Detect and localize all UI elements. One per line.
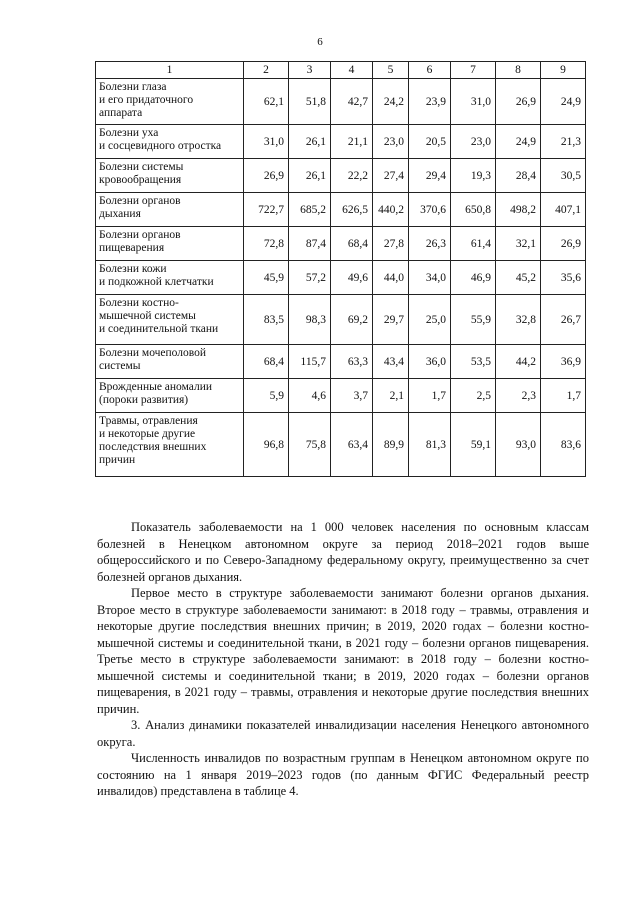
table-cell: 96,8 [244,413,289,477]
table-cell: 31,0 [451,79,496,125]
table-cell: 44,2 [496,345,541,379]
table-row [96,379,586,413]
table-cell: 45,9 [244,261,289,295]
paragraph: Первое место в структуре заболеваемости занимают болезни органов дыхания. Второе место в структуре заболеваемости занимают: в 2018 году – травмы, отравления и некоторые другие последствия внешних причин; в 2019, 2020 годах – болезни костно-мышечной системы и соединительной ткани, в 2021 году – болезни органов пищеварения. Третье место в структуре заболеваемости занимают: в 2018 году – болезни костно-мышечной системы и соединительной ткани; в 2019, 2020 годах – болезни органов пищеварения, в 2021 году – травмы, отравления и некоторые другие последствия внешних причин. [97,586,589,716]
column-header: 4 [331,62,373,79]
table-cell: 626,5 [331,193,373,227]
table-cell: 24,2 [373,79,409,125]
table-cell: 44,0 [373,261,409,295]
table-cell: 21,1 [331,125,373,159]
table-cell: 89,9 [373,413,409,477]
table-cell: 34,0 [409,261,451,295]
row-label [96,345,244,379]
column-header: 6 [409,62,451,79]
table-cell: 83,5 [244,295,289,345]
paragraph: Численность инвалидов по возрастным группам в Ненецком автономном округе по состоянию на 1 января 2019–2023 годов (по данным ФГИС Федеральный реестр инвалидов) представлена в таблице 4. [97,751,589,798]
table-cell: 650,8 [451,193,496,227]
table-cell: 63,4 [331,413,373,477]
table-cell: 23,9 [409,79,451,125]
table-cell: 24,9 [496,125,541,159]
row-label [96,261,244,295]
table-cell: 23,0 [451,125,496,159]
table-row [96,413,586,477]
table-cell: 43,4 [373,345,409,379]
row-label-line: и сосцевидного отростка [99,140,222,152]
table-cell: 45,2 [496,261,541,295]
body-text [97,519,589,800]
row-label-line: и соединительной ткани [99,323,219,335]
table-cell: 59,1 [451,413,496,477]
table-cell: 42,7 [331,79,373,125]
table-cell: 26,1 [289,159,331,193]
row-label-line: Болезни костно- [99,297,179,309]
row-label-line: Болезни мочеполовой [99,347,207,359]
table-cell: 1,7 [409,379,451,413]
row-label [96,295,244,345]
table-cell: 19,3 [451,159,496,193]
table-cell: 69,2 [331,295,373,345]
table-cell: 26,3 [409,227,451,261]
row-label-line: Травмы, отравления [99,415,198,427]
table-cell: 68,4 [331,227,373,261]
table-cell: 29,7 [373,295,409,345]
table-cell: 72,8 [244,227,289,261]
table-cell: 51,8 [289,79,331,125]
table-row [96,227,586,261]
table-cell: 5,9 [244,379,289,413]
table-cell: 35,6 [541,261,586,295]
row-label [96,193,244,227]
paragraph: Показатель заболеваемости на 1 000 человек населения по основным классам болезней в Ненецком автономном округе за период 2018–2021 годов выше общероссийского и по Северо-Западному федеральному округу, преимущественно за счет болезней органов дыхания. [97,520,589,584]
table-cell: 440,2 [373,193,409,227]
table-cell: 24,9 [541,79,586,125]
table-cell: 55,9 [451,295,496,345]
table-row [96,159,586,193]
table-cell: 407,1 [541,193,586,227]
table-body [96,79,586,477]
table-cell: 2,3 [496,379,541,413]
row-label-line: Болезни глаза [99,81,167,93]
table-cell: 26,9 [541,227,586,261]
column-header: 1 [96,62,244,79]
section-heading: 3. Анализ динамики показателей инвалидизации населения Ненецкого автономного округа. [97,718,589,749]
row-label-line: и его придаточного [99,94,194,106]
table-cell: 2,5 [451,379,496,413]
column-header: 5 [373,62,409,79]
row-label-line: кровообращения [99,174,182,186]
table-header-row [96,62,586,79]
row-label-line: последствия внешних [99,441,207,453]
table-cell: 4,6 [289,379,331,413]
table-cell: 20,5 [409,125,451,159]
table-cell: 22,2 [331,159,373,193]
table-cell: 49,6 [331,261,373,295]
column-header: 2 [244,62,289,79]
table-cell: 3,7 [331,379,373,413]
table-cell: 87,4 [289,227,331,261]
row-label-line: и подкожной клетчатки [99,276,214,288]
table-cell: 53,5 [451,345,496,379]
row-label [96,413,244,477]
row-label-line: Болезни органов [99,195,181,207]
table-cell: 25,0 [409,295,451,345]
table-cell: 685,2 [289,193,331,227]
table-cell: 81,3 [409,413,451,477]
table-cell: 26,9 [496,79,541,125]
table-cell: 2,1 [373,379,409,413]
table-cell: 498,2 [496,193,541,227]
table-cell: 21,3 [541,125,586,159]
table-cell: 115,7 [289,345,331,379]
table-cell: 30,5 [541,159,586,193]
table-cell: 28,4 [496,159,541,193]
table-cell: 370,6 [409,193,451,227]
table-row [96,345,586,379]
row-label-line: пищеварения [99,242,165,254]
table-cell: 23,0 [373,125,409,159]
table-cell: 36,9 [541,345,586,379]
row-label-line: Болезни уха [99,127,159,139]
table-cell: 68,4 [244,345,289,379]
row-label-line: Болезни органов [99,229,181,241]
table-cell: 63,3 [331,345,373,379]
table-cell: 98,3 [289,295,331,345]
row-label-line: мышечной системы [99,310,196,322]
table-cell: 93,0 [496,413,541,477]
table-cell: 26,9 [244,159,289,193]
row-label-line: Врожденные аномалии [99,381,213,393]
row-label-line: причин [99,454,136,466]
row-label [96,125,244,159]
table-cell: 26,1 [289,125,331,159]
table-cell: 27,8 [373,227,409,261]
row-label-line: аппарата [99,107,143,119]
table-cell: 83,6 [541,413,586,477]
table-row [96,125,586,159]
table-cell: 46,9 [451,261,496,295]
row-label [96,227,244,261]
table-cell: 29,4 [409,159,451,193]
row-label [96,159,244,193]
column-header: 7 [451,62,496,79]
row-label [96,379,244,413]
row-label-line: системы [99,360,141,372]
table-cell: 722,7 [244,193,289,227]
column-header: 9 [541,62,586,79]
morbidity-table [95,61,586,477]
table-cell: 75,8 [289,413,331,477]
table-cell: 36,0 [409,345,451,379]
table-row [96,79,586,125]
table-row [96,261,586,295]
table-row [96,295,586,345]
table-cell: 27,4 [373,159,409,193]
row-label-line: (пороки развития) [99,394,189,406]
row-label-line: дыхания [99,208,141,220]
row-label-line: Болезни кожи [99,263,167,275]
table-cell: 1,7 [541,379,586,413]
row-label-line: и некоторые другие [99,428,196,440]
table-cell: 26,7 [541,295,586,345]
table-row [96,193,586,227]
table-cell: 57,2 [289,261,331,295]
row-label-line: Болезни системы [99,161,184,173]
table-cell: 32,1 [496,227,541,261]
page-number: 6 [317,36,323,48]
column-header: 3 [289,62,331,79]
column-header: 8 [496,62,541,79]
row-label [96,79,244,125]
table-cell: 31,0 [244,125,289,159]
table-cell: 62,1 [244,79,289,125]
table-cell: 61,4 [451,227,496,261]
table-cell: 32,8 [496,295,541,345]
